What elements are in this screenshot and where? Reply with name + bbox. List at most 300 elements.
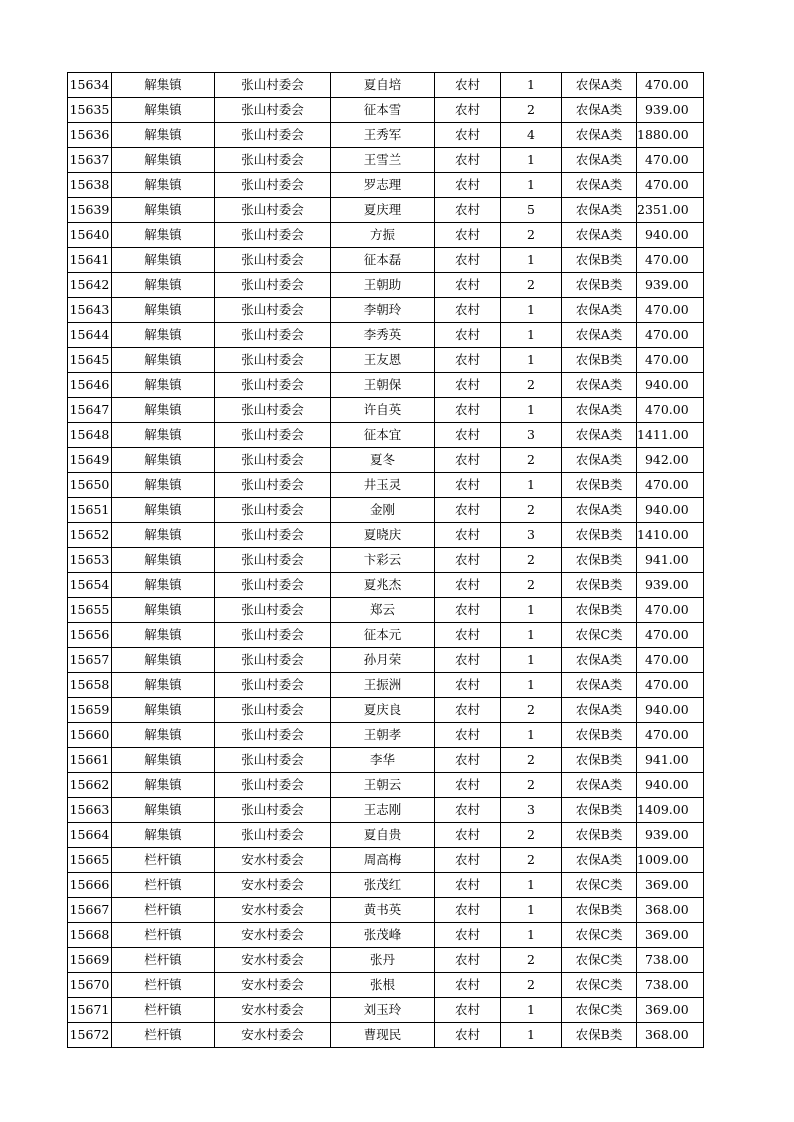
amount-cell: 940.00 — [637, 698, 704, 723]
amount-cell: 470.00 — [637, 298, 704, 323]
table-row — [68, 748, 704, 773]
person-name-cell: 张丹 — [331, 948, 435, 973]
household-count-cell: 2 — [501, 573, 562, 598]
record-id-cell: 15651 — [68, 498, 112, 523]
area-type-cell: 农村 — [435, 848, 501, 873]
table-row — [68, 598, 704, 623]
insurance-category-cell: 农保B类 — [562, 548, 637, 573]
person-name-cell: 卞彩云 — [331, 548, 435, 573]
village-committee-cell: 安水村委会 — [215, 973, 331, 998]
area-type-cell: 农村 — [435, 423, 501, 448]
town-name-cell: 解集镇 — [112, 673, 215, 698]
household-count-cell: 1 — [501, 873, 562, 898]
data-table — [67, 72, 704, 1048]
household-count-cell: 2 — [501, 973, 562, 998]
village-committee-cell: 张山村委会 — [215, 823, 331, 848]
record-id-cell: 15650 — [68, 473, 112, 498]
insurance-category-cell: 农保A类 — [562, 673, 637, 698]
person-name-cell: 方振 — [331, 223, 435, 248]
insurance-category-cell: 农保A类 — [562, 648, 637, 673]
village-committee-cell: 张山村委会 — [215, 673, 331, 698]
person-name-cell: 征本磊 — [331, 248, 435, 273]
record-id-cell: 15645 — [68, 348, 112, 373]
record-id-cell: 15646 — [68, 373, 112, 398]
record-id-cell: 15657 — [68, 648, 112, 673]
table-row — [68, 373, 704, 398]
area-type-cell: 农村 — [435, 173, 501, 198]
amount-cell: 940.00 — [637, 373, 704, 398]
table-row — [68, 848, 704, 873]
area-type-cell: 农村 — [435, 248, 501, 273]
insurance-category-cell: 农保C类 — [562, 948, 637, 973]
village-committee-cell: 安水村委会 — [215, 1023, 331, 1048]
amount-cell: 470.00 — [637, 323, 704, 348]
amount-cell: 940.00 — [637, 498, 704, 523]
insurance-category-cell: 农保A类 — [562, 298, 637, 323]
town-name-cell: 解集镇 — [112, 598, 215, 623]
table-row — [68, 348, 704, 373]
record-id-cell: 15655 — [68, 598, 112, 623]
amount-cell: 470.00 — [637, 348, 704, 373]
insurance-category-cell: 农保A类 — [562, 198, 637, 223]
household-count-cell: 2 — [501, 498, 562, 523]
person-name-cell: 王志刚 — [331, 798, 435, 823]
insurance-category-cell: 农保A类 — [562, 223, 637, 248]
insurance-category-cell: 农保C类 — [562, 623, 637, 648]
household-count-cell: 2 — [501, 223, 562, 248]
household-count-cell: 1 — [501, 623, 562, 648]
person-name-cell: 张茂峰 — [331, 923, 435, 948]
table-row — [68, 98, 704, 123]
table-row — [68, 148, 704, 173]
person-name-cell: 曹现民 — [331, 1023, 435, 1048]
person-name-cell: 夏自培 — [331, 73, 435, 98]
village-committee-cell: 安水村委会 — [215, 848, 331, 873]
amount-cell: 470.00 — [637, 623, 704, 648]
town-name-cell: 栏杆镇 — [112, 1023, 215, 1048]
household-count-cell: 2 — [501, 373, 562, 398]
area-type-cell: 农村 — [435, 873, 501, 898]
insurance-category-cell: 农保B类 — [562, 798, 637, 823]
record-id-cell: 15647 — [68, 398, 112, 423]
household-count-cell: 1 — [501, 648, 562, 673]
record-id-cell: 15643 — [68, 298, 112, 323]
insurance-category-cell: 农保A类 — [562, 73, 637, 98]
person-name-cell: 王朝云 — [331, 773, 435, 798]
town-name-cell: 解集镇 — [112, 648, 215, 673]
village-committee-cell: 张山村委会 — [215, 698, 331, 723]
household-count-cell: 2 — [501, 948, 562, 973]
town-name-cell: 解集镇 — [112, 423, 215, 448]
amount-cell: 738.00 — [637, 948, 704, 973]
insurance-category-cell: 农保A类 — [562, 398, 637, 423]
person-name-cell: 王朝助 — [331, 273, 435, 298]
town-name-cell: 栏杆镇 — [112, 848, 215, 873]
area-type-cell: 农村 — [435, 523, 501, 548]
person-name-cell: 夏晓庆 — [331, 523, 435, 548]
record-id-cell: 15634 — [68, 73, 112, 98]
household-count-cell: 2 — [501, 448, 562, 473]
village-committee-cell: 张山村委会 — [215, 423, 331, 448]
insurance-category-cell: 农保A类 — [562, 98, 637, 123]
insurance-category-cell: 农保B类 — [562, 273, 637, 298]
person-name-cell: 黄书英 — [331, 898, 435, 923]
town-name-cell: 解集镇 — [112, 448, 215, 473]
household-count-cell: 2 — [501, 748, 562, 773]
village-committee-cell: 安水村委会 — [215, 898, 331, 923]
area-type-cell: 农村 — [435, 448, 501, 473]
table-row — [68, 523, 704, 548]
area-type-cell: 农村 — [435, 648, 501, 673]
household-count-cell: 1 — [501, 898, 562, 923]
record-id-cell: 15653 — [68, 548, 112, 573]
amount-cell: 470.00 — [637, 148, 704, 173]
area-type-cell: 农村 — [435, 898, 501, 923]
table-row — [68, 323, 704, 348]
area-type-cell: 农村 — [435, 723, 501, 748]
household-count-cell: 1 — [501, 173, 562, 198]
amount-cell: 1880.00 — [637, 123, 704, 148]
table-row — [68, 673, 704, 698]
person-name-cell: 夏庆理 — [331, 198, 435, 223]
amount-cell: 470.00 — [637, 173, 704, 198]
person-name-cell: 夏庆良 — [331, 698, 435, 723]
table-row — [68, 698, 704, 723]
town-name-cell: 解集镇 — [112, 473, 215, 498]
area-type-cell: 农村 — [435, 923, 501, 948]
person-name-cell: 王友恩 — [331, 348, 435, 373]
table-row — [68, 1023, 704, 1048]
household-count-cell: 1 — [501, 998, 562, 1023]
insurance-category-cell: 农保A类 — [562, 173, 637, 198]
household-count-cell: 2 — [501, 773, 562, 798]
record-id-cell: 15656 — [68, 623, 112, 648]
record-id-cell: 15672 — [68, 1023, 112, 1048]
amount-cell: 1410.00 — [637, 523, 704, 548]
table-row — [68, 898, 704, 923]
record-id-cell: 15665 — [68, 848, 112, 873]
town-name-cell: 解集镇 — [112, 698, 215, 723]
village-committee-cell: 张山村委会 — [215, 473, 331, 498]
insurance-category-cell: 农保B类 — [562, 598, 637, 623]
table-row — [68, 648, 704, 673]
record-id-cell: 15660 — [68, 723, 112, 748]
table-row — [68, 273, 704, 298]
amount-cell: 470.00 — [637, 723, 704, 748]
village-committee-cell: 张山村委会 — [215, 348, 331, 373]
village-committee-cell: 张山村委会 — [215, 323, 331, 348]
area-type-cell: 农村 — [435, 598, 501, 623]
person-name-cell: 李秀英 — [331, 323, 435, 348]
area-type-cell: 农村 — [435, 348, 501, 373]
amount-cell: 939.00 — [637, 98, 704, 123]
person-name-cell: 夏冬 — [331, 448, 435, 473]
household-count-cell: 3 — [501, 423, 562, 448]
insurance-category-cell: 农保B类 — [562, 348, 637, 373]
record-id-cell: 15668 — [68, 923, 112, 948]
amount-cell: 368.00 — [637, 1023, 704, 1048]
village-committee-cell: 张山村委会 — [215, 723, 331, 748]
village-committee-cell: 张山村委会 — [215, 598, 331, 623]
amount-cell: 738.00 — [637, 973, 704, 998]
village-committee-cell: 张山村委会 — [215, 748, 331, 773]
person-name-cell: 刘玉玲 — [331, 998, 435, 1023]
town-name-cell: 解集镇 — [112, 98, 215, 123]
insurance-category-cell: 农保C类 — [562, 923, 637, 948]
village-committee-cell: 张山村委会 — [215, 773, 331, 798]
table-row — [68, 123, 704, 148]
household-count-cell: 1 — [501, 323, 562, 348]
village-committee-cell: 张山村委会 — [215, 73, 331, 98]
town-name-cell: 栏杆镇 — [112, 998, 215, 1023]
insurance-category-cell: 农保C类 — [562, 998, 637, 1023]
village-committee-cell: 张山村委会 — [215, 373, 331, 398]
area-type-cell: 农村 — [435, 673, 501, 698]
record-id-cell: 15669 — [68, 948, 112, 973]
area-type-cell: 农村 — [435, 1023, 501, 1048]
town-name-cell: 栏杆镇 — [112, 898, 215, 923]
village-committee-cell: 张山村委会 — [215, 448, 331, 473]
record-id-cell: 15652 — [68, 523, 112, 548]
town-name-cell: 解集镇 — [112, 248, 215, 273]
record-id-cell: 15649 — [68, 448, 112, 473]
household-count-cell: 1 — [501, 298, 562, 323]
record-id-cell: 15659 — [68, 698, 112, 723]
record-id-cell: 15654 — [68, 573, 112, 598]
insurance-category-cell: 农保A类 — [562, 773, 637, 798]
record-id-cell: 15637 — [68, 148, 112, 173]
amount-cell: 470.00 — [637, 73, 704, 98]
amount-cell: 368.00 — [637, 898, 704, 923]
amount-cell: 369.00 — [637, 873, 704, 898]
table-row — [68, 448, 704, 473]
table-row — [68, 773, 704, 798]
insurance-category-cell: 农保A类 — [562, 448, 637, 473]
table-row — [68, 973, 704, 998]
household-count-cell: 2 — [501, 823, 562, 848]
person-name-cell: 张根 — [331, 973, 435, 998]
person-name-cell: 李朝玲 — [331, 298, 435, 323]
table-row — [68, 798, 704, 823]
area-type-cell: 农村 — [435, 798, 501, 823]
village-committee-cell: 张山村委会 — [215, 123, 331, 148]
record-id-cell: 15663 — [68, 798, 112, 823]
record-id-cell: 15670 — [68, 973, 112, 998]
town-name-cell: 解集镇 — [112, 323, 215, 348]
amount-cell: 470.00 — [637, 673, 704, 698]
table-row — [68, 548, 704, 573]
town-name-cell: 栏杆镇 — [112, 873, 215, 898]
insurance-category-cell: 农保B类 — [562, 473, 637, 498]
town-name-cell: 栏杆镇 — [112, 973, 215, 998]
record-id-cell: 15662 — [68, 773, 112, 798]
insurance-category-cell: 农保B类 — [562, 748, 637, 773]
insurance-category-cell: 农保A类 — [562, 373, 637, 398]
insurance-category-cell: 农保B类 — [562, 823, 637, 848]
person-name-cell: 征本宜 — [331, 423, 435, 448]
town-name-cell: 解集镇 — [112, 823, 215, 848]
record-id-cell: 15661 — [68, 748, 112, 773]
village-committee-cell: 张山村委会 — [215, 273, 331, 298]
person-name-cell: 张茂红 — [331, 873, 435, 898]
amount-cell: 941.00 — [637, 748, 704, 773]
insurance-category-cell: 农保B类 — [562, 1023, 637, 1048]
person-name-cell: 征本雪 — [331, 98, 435, 123]
village-committee-cell: 张山村委会 — [215, 648, 331, 673]
village-committee-cell: 张山村委会 — [215, 623, 331, 648]
person-name-cell: 征本元 — [331, 623, 435, 648]
table-row — [68, 873, 704, 898]
record-id-cell: 15664 — [68, 823, 112, 848]
town-name-cell: 解集镇 — [112, 723, 215, 748]
amount-cell: 1411.00 — [637, 423, 704, 448]
area-type-cell: 农村 — [435, 623, 501, 648]
town-name-cell: 解集镇 — [112, 398, 215, 423]
area-type-cell: 农村 — [435, 123, 501, 148]
insurance-category-cell: 农保C类 — [562, 873, 637, 898]
record-id-cell: 15644 — [68, 323, 112, 348]
town-name-cell: 解集镇 — [112, 548, 215, 573]
household-count-cell: 1 — [501, 348, 562, 373]
person-name-cell: 金刚 — [331, 498, 435, 523]
area-type-cell: 农村 — [435, 98, 501, 123]
amount-cell: 470.00 — [637, 248, 704, 273]
amount-cell: 941.00 — [637, 548, 704, 573]
area-type-cell: 农村 — [435, 498, 501, 523]
household-count-cell: 1 — [501, 598, 562, 623]
town-name-cell: 解集镇 — [112, 748, 215, 773]
household-count-cell: 2 — [501, 98, 562, 123]
record-id-cell: 15648 — [68, 423, 112, 448]
village-committee-cell: 张山村委会 — [215, 548, 331, 573]
table-row — [68, 173, 704, 198]
table-row — [68, 298, 704, 323]
table-row — [68, 498, 704, 523]
household-count-cell: 1 — [501, 923, 562, 948]
village-committee-cell: 张山村委会 — [215, 398, 331, 423]
amount-cell: 939.00 — [637, 573, 704, 598]
record-id-cell: 15666 — [68, 873, 112, 898]
insurance-category-cell: 农保A类 — [562, 123, 637, 148]
insurance-category-cell: 农保B类 — [562, 248, 637, 273]
town-name-cell: 解集镇 — [112, 498, 215, 523]
household-count-cell: 1 — [501, 473, 562, 498]
area-type-cell: 农村 — [435, 948, 501, 973]
person-name-cell: 王雪兰 — [331, 148, 435, 173]
area-type-cell: 农村 — [435, 398, 501, 423]
table-row — [68, 948, 704, 973]
table-row — [68, 473, 704, 498]
town-name-cell: 解集镇 — [112, 123, 215, 148]
area-type-cell: 农村 — [435, 823, 501, 848]
table-row — [68, 723, 704, 748]
town-name-cell: 解集镇 — [112, 773, 215, 798]
village-committee-cell: 张山村委会 — [215, 498, 331, 523]
table-row — [68, 423, 704, 448]
person-name-cell: 夏自贵 — [331, 823, 435, 848]
area-type-cell: 农村 — [435, 473, 501, 498]
insurance-category-cell: 农保A类 — [562, 423, 637, 448]
amount-cell: 939.00 — [637, 273, 704, 298]
area-type-cell: 农村 — [435, 373, 501, 398]
amount-cell: 940.00 — [637, 223, 704, 248]
area-type-cell: 农村 — [435, 273, 501, 298]
town-name-cell: 解集镇 — [112, 73, 215, 98]
person-name-cell: 王秀军 — [331, 123, 435, 148]
town-name-cell: 解集镇 — [112, 573, 215, 598]
household-count-cell: 1 — [501, 73, 562, 98]
table-row — [68, 73, 704, 98]
area-type-cell: 农村 — [435, 323, 501, 348]
town-name-cell: 解集镇 — [112, 373, 215, 398]
insurance-category-cell: 农保C类 — [562, 973, 637, 998]
record-id-cell: 15639 — [68, 198, 112, 223]
household-count-cell: 2 — [501, 273, 562, 298]
table-row — [68, 623, 704, 648]
amount-cell: 2351.00 — [637, 198, 704, 223]
village-committee-cell: 安水村委会 — [215, 923, 331, 948]
person-name-cell: 夏兆杰 — [331, 573, 435, 598]
area-type-cell: 农村 — [435, 998, 501, 1023]
person-name-cell: 王振洲 — [331, 673, 435, 698]
town-name-cell: 解集镇 — [112, 523, 215, 548]
household-count-cell: 3 — [501, 523, 562, 548]
insurance-category-cell: 农保B类 — [562, 723, 637, 748]
table-row — [68, 198, 704, 223]
table-row — [68, 573, 704, 598]
household-count-cell: 1 — [501, 1023, 562, 1048]
amount-cell: 939.00 — [637, 823, 704, 848]
household-count-cell: 1 — [501, 148, 562, 173]
area-type-cell: 农村 — [435, 548, 501, 573]
person-name-cell: 罗志理 — [331, 173, 435, 198]
amount-cell: 1409.00 — [637, 798, 704, 823]
amount-cell: 369.00 — [637, 923, 704, 948]
town-name-cell: 解集镇 — [112, 198, 215, 223]
person-name-cell: 井玉灵 — [331, 473, 435, 498]
area-type-cell: 农村 — [435, 73, 501, 98]
record-id-cell: 15640 — [68, 223, 112, 248]
insurance-category-cell: 农保A类 — [562, 848, 637, 873]
area-type-cell: 农村 — [435, 748, 501, 773]
village-committee-cell: 张山村委会 — [215, 798, 331, 823]
insurance-category-cell: 农保A类 — [562, 323, 637, 348]
table-body — [68, 73, 704, 1048]
area-type-cell: 农村 — [435, 298, 501, 323]
amount-cell: 470.00 — [637, 398, 704, 423]
town-name-cell: 解集镇 — [112, 273, 215, 298]
insurance-category-cell: 农保B类 — [562, 573, 637, 598]
amount-cell: 940.00 — [637, 773, 704, 798]
village-committee-cell: 张山村委会 — [215, 198, 331, 223]
town-name-cell: 解集镇 — [112, 348, 215, 373]
area-type-cell: 农村 — [435, 773, 501, 798]
area-type-cell: 农村 — [435, 698, 501, 723]
insurance-category-cell: 农保A类 — [562, 148, 637, 173]
village-committee-cell: 张山村委会 — [215, 248, 331, 273]
person-name-cell: 孙月荣 — [331, 648, 435, 673]
town-name-cell: 解集镇 — [112, 798, 215, 823]
household-count-cell: 1 — [501, 398, 562, 423]
amount-cell: 470.00 — [637, 473, 704, 498]
village-committee-cell: 张山村委会 — [215, 173, 331, 198]
person-name-cell: 王朝保 — [331, 373, 435, 398]
record-id-cell: 15641 — [68, 248, 112, 273]
town-name-cell: 栏杆镇 — [112, 923, 215, 948]
record-id-cell: 15642 — [68, 273, 112, 298]
table-row — [68, 398, 704, 423]
town-name-cell: 解集镇 — [112, 623, 215, 648]
